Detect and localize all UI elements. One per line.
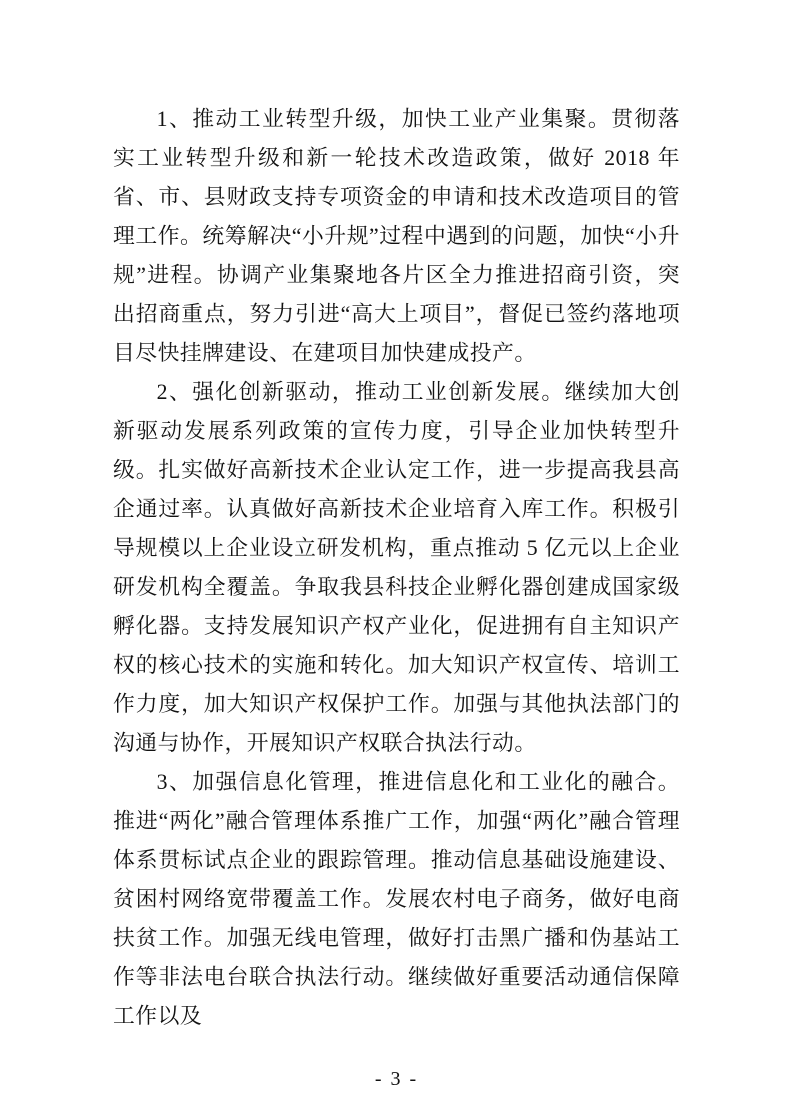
paragraph-informatization: 3、加强信息化管理，推进信息化和工业化的融合。推进“两化”融合管理体系推广工作，加强“两化”融合管理体系贯标试点企业的跟踪管理。推动信息基础设施建设、贫困村网络宽带覆盖工作。发展农村电子商务，做好电商扶贫工作。加强无线电管理，做好打击黑广播和伪基站工作等非法电台联合执法行动。继续做好重要活动通信保障工作以及 <box>113 770 680 1028</box>
document-body <box>113 100 680 1036</box>
page-number: - 3 - <box>374 1068 419 1090</box>
paragraph-industry-upgrade: 1、推动工业转型升级，加快工业产业集聚。贯彻落实工业转型升级和新一轮技术改造政策，做好 2018 年省、市、县财政支持专项资金的申请和技术改造项目的管理工作。统筹解决“小升规”过程中遇到的问题，加快“小升规”进程。协调产业集聚地各片区全力推进招商引资，突出招商重点，努力引进“高大上项目”，督促已签约落地项目尽快挂牌建设、在建项目加快建成投产。 <box>113 107 680 365</box>
paragraph-innovation-drive: 2、强化创新驱动，推动工业创新发展。继续加大创新驱动发展系列政策的宣传力度，引导企业加快转型升级。扎实做好高新技术企业认定工作，进一步提高我县高企通过率。认真做好高新技术企业培育入库工作。积极引导规模以上企业设立研发机构，重点推动 5 亿元以上企业研发机构全覆盖。争取我县科技企业孵化器创建成国家级孵化器。支持发展知识产权产业化，促进拥有自主知识产权的核心技术的实施和转化。加大知识产权宣传、培训工作力度，加大知识产权保护工作。加强与其他执法部门的沟通与协作，开展知识产权联合执法行动。 <box>113 380 680 755</box>
